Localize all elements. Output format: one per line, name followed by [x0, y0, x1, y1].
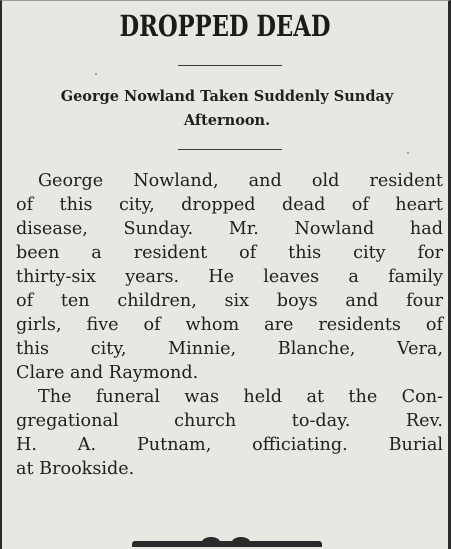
body-line-10: The funeral was held at the Con-	[38, 387, 443, 407]
headline-divider	[178, 65, 282, 66]
body-line-11: gregational church to-day. Rev.	[16, 411, 443, 431]
body-line-3: disease, Sunday. Mr. Nowland had	[16, 219, 443, 239]
headline: DROPPED DEAD	[119, 9, 331, 43]
next-article-rule	[132, 541, 322, 547]
body-line-13: at Brookside.	[16, 459, 135, 479]
deck-line-2: Afternoon.	[183, 112, 271, 129]
body-line-9: Clare and Raymond.	[16, 363, 199, 383]
body-line-4: been a resident of this city for	[16, 243, 443, 263]
deck-divider	[178, 149, 282, 150]
body-line-7: girls, five of whom are residents of	[16, 315, 443, 335]
paper-speck	[95, 73, 97, 75]
body-line-5: thirty-six years. He leaves a family	[16, 267, 443, 287]
body-line-8: this city, Minnie, Blanche, Vera,	[16, 339, 443, 359]
paper-speck	[407, 152, 409, 154]
deck-line-1: George Nowland Taken Suddenly Sunday	[60, 88, 394, 105]
body-line-2: of this city, dropped dead of heart	[16, 195, 443, 215]
body-line-6: of ten children, six boys and four	[16, 291, 443, 311]
body-line-12: H. A. Putnam, officiating. Burial	[16, 435, 443, 455]
body-line-1: George Nowland, and old resident	[38, 171, 443, 191]
